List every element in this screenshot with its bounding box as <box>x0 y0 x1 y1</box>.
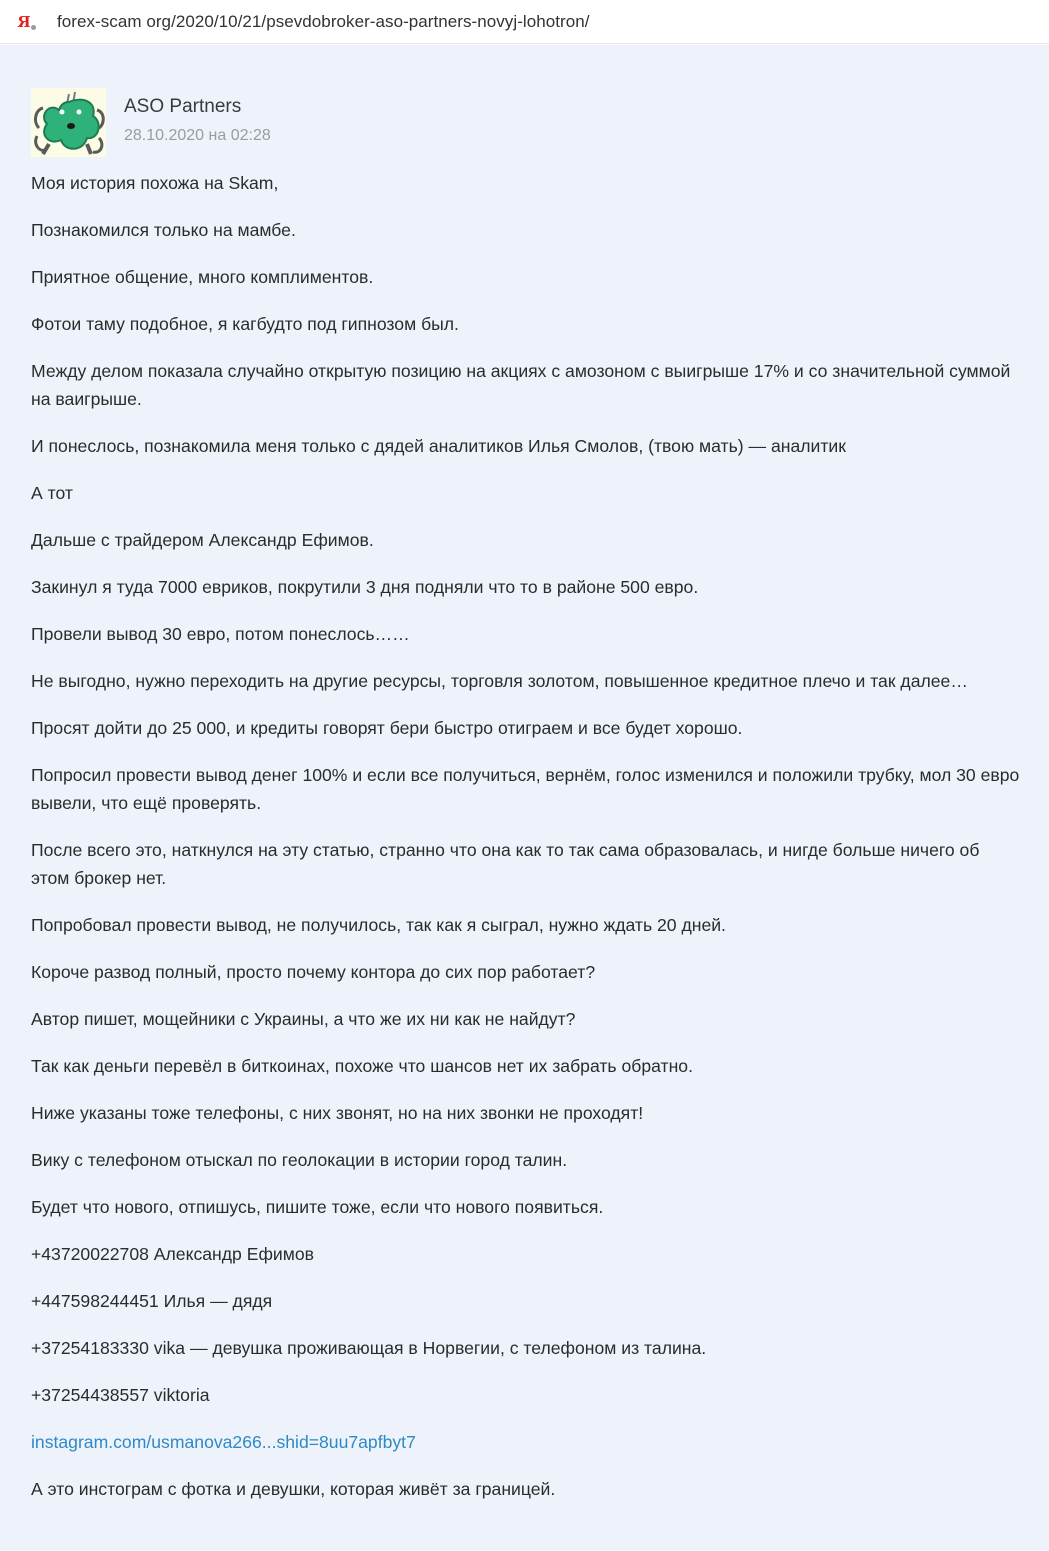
comment-card <box>0 45 1049 1551</box>
paragraph: Не выгодно, нужно переходить на другие ресурсы, торговля золотом, повышенное кредитное плечо и так далее… <box>31 671 968 691</box>
avatar <box>31 88 106 157</box>
paragraph: Дальше с трайдером Александр Ефимов. <box>31 530 374 550</box>
paragraph: Просят дойти до 25 000, и кредиты говорят бери быстро отиграем и все будет хорошо. <box>31 718 743 738</box>
comment-date: 28.10.2020 на 02:28 <box>124 127 271 144</box>
phone-line: +43720022708 Александр Ефимов <box>31 1244 314 1264</box>
address-bar[interactable] <box>0 0 1049 44</box>
paragraph: А это инстограм с фотка и девушки, которая живёт за границей. <box>31 1479 556 1499</box>
paragraph: А тот <box>31 483 73 503</box>
comment-header <box>31 88 1019 159</box>
paragraph: Провели вывод 30 евро, потом понеслось…… <box>31 624 410 644</box>
paragraph: Попросил провести вывод денег 100% и если все получиться, вернём, голос изменился и положили трубку, мол 30 евро вывели, что ещё проверять. <box>31 765 1020 813</box>
paragraph: Автор пишет, мощейники с Украины, а что же их ни как не найдут? <box>31 1009 576 1029</box>
instagram-link[interactable]: instagram.com/usmanova266...shid=8uu7apfbyt7 <box>31 1432 416 1452</box>
paragraph: Познакомился только на мамбе. <box>31 220 296 240</box>
green-monster-avatar-icon <box>31 88 106 157</box>
comment-body <box>31 169 1019 1503</box>
paragraph: После всего это, наткнулся на эту статью, странно что она как то так сама образовалась, и нигде больше ничего об этом брокер нет. <box>31 840 980 888</box>
paragraph: Короче развод полный, просто почему контора до сих пор работает? <box>31 962 596 982</box>
phone-line: +447598244451 Илья — дядя <box>31 1291 273 1311</box>
instagram-link-paragraph <box>31 1428 1021 1456</box>
yandex-browser-icon: Я <box>15 13 33 31</box>
author-name[interactable]: ASO Partners <box>124 96 242 117</box>
paragraph: Между делом показала случайно открытую позицию на акциях с амозоном с выигрыше 17% и со значительной суммой на ваигрыше. <box>31 361 1011 409</box>
paragraph: Моя история похожа на Skam, <box>31 173 279 193</box>
comment-meta <box>124 88 271 146</box>
url-text[interactable]: forex-scam org/2020/10/21/psevdobroker-aso-partners-novyj-lohotron/ <box>57 11 590 31</box>
paragraph: Вику с телефоном отыскал по геолокации в истории город талин. <box>31 1150 568 1170</box>
phone-line: +37254438557 viktoria <box>31 1385 210 1405</box>
paragraph: Приятное общение, много комплиментов. <box>31 267 374 287</box>
paragraph: Будет что нового, отпишусь, пишите тоже, если что нового появиться. <box>31 1197 604 1217</box>
paragraph: Фотои таму подобное, я кагбудто под гипнозом был. <box>31 314 459 334</box>
paragraph: Так как деньги перевёл в биткоинах, похоже что шансов нет их забрать обратно. <box>31 1056 693 1076</box>
phone-line: +37254183330 vika — девушка проживающая в Норвегии, с телефоном из талина. <box>31 1338 707 1358</box>
paragraph: Ниже указаны тоже телефоны, с них звонят, но на них звонки не проходят! <box>31 1103 644 1123</box>
paragraph: Закинул я туда 7000 евриков, покрутили 3 дня подняли что то в районе 500 евро. <box>31 577 699 597</box>
paragraph: Попробовал провести вывод, не получилось, так как я сыграл, нужно ждать 20 дней. <box>31 915 726 935</box>
paragraph: И понеслось, познакомила меня только с дядей аналитиков Илья Смолов, (твою мать) — аналитик <box>31 436 846 456</box>
